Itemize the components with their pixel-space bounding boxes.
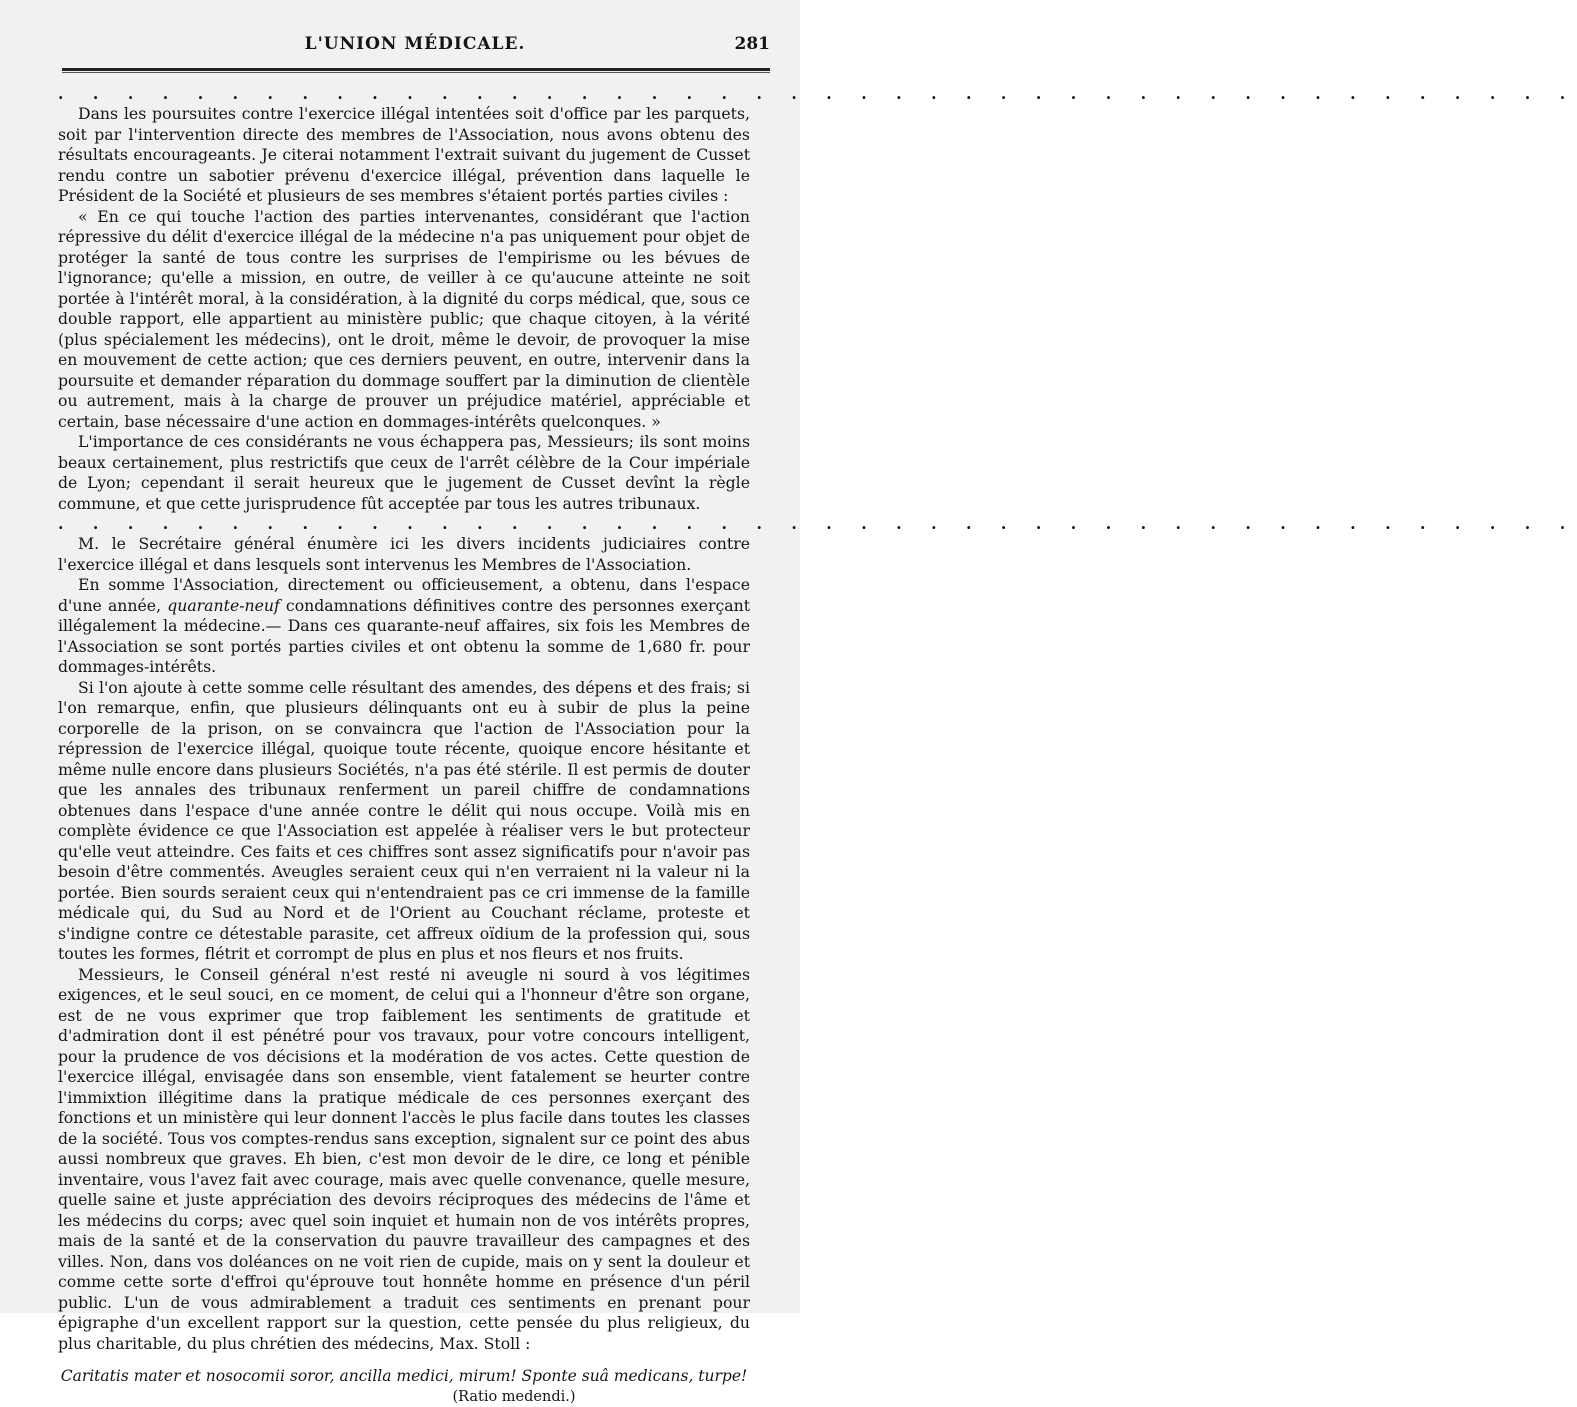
- page-header: [60, 34, 770, 64]
- paragraph-fines: Si l'on ajoute à cette somme celle résultant des amendes, des dépens et des frais; si l'on remarque, enfin, que plusieurs délinquants ont eu à subir de plus la peine corporelle de la prison, on se convaincra que l'action de l'Association pour la répression de l'exercice illégal, quoique toute récente, quoique encore hésitante et même nulle encore dans plusieurs Sociétés, n'a pas été stérile. Il est permis de douter que les annales des tribunaux renferment un pareil chiffre de condamnations obtenues dans l'espace d'une année contre le délit qui nous occupe. Voilà mis en complète évidence ce que l'Association est appelée à réaliser vers le but protecteur qu'elle veut atteindre. Ces faits et ces chiffres sont assez significatifs pour n'avoir pas besoin d'être commentés. Aveugles seraient ceux qui n'en verraient ni la valeur ni la portée. Bien sourds seraient ceux qui n'entendraient pas ce cri immense de la famille médicale qui, du Sud au Nord et de l'Orient au Couchant réclame, proteste et s'indigne contre ce détestable parasite, cet affreux oïdium de la profession qui, sous toutes les formes, flétrit et corrompt de plus en plus et nos fleurs et nos fruits.: [58, 678, 750, 965]
- latin-epigraph: Caritatis mater et nosocomii soror, ancilla medici, mirum! Sponte suâ medicans, turpe!: [58, 1366, 750, 1387]
- condemnations-text-start: En somme l'Association, directement ou officieusement, a obtenu, dans l'espace d'une année,: [58, 575, 750, 615]
- header-rule: [62, 68, 770, 73]
- paragraph-council: Messieurs, le Conseil général n'est resté ni aveugle ni sourd à vos légitimes exigences, et le seul souci, en ce moment, de celui qui a l'honneur d'être son organe, est de ne vous exprimer que trop faiblement les sentiments de gratitude et d'admiration dont il est pénétré pour vos travaux, pour votre concours intelligent, pour la prudence de vos décisions et la modération de vos actes. Cette question de l'exercice illégal, envisagée dans son ensemble, vient fatalement se heurter contre l'immixtion illégitime dans la pratique médicale de ces personnes exerçant des fonctions et un ministère qui leur donnent l'accès le plus facile dans toutes les classes de la société. Tous vos comptes-rendus sans exception, signalent sur ce point des abus aussi nombreux que graves. Eh bien, c'est mon devoir de le dire, ce long et pénible inventaire, vous l'avez fait avec courage, mais avec quelle convenance, quelle mesure, quelle saine et juste appréciation des devoirs réciproques des médecins de l'âme et les médecins du corps; avec quel soin inquiet et humain non de vos intérêts propres, mais de la santé et de la conservation du pauvre travailleur des campagnes et des villes. Non, dans vos doléances on ne voit rien de cupide, mais on y sent la douleur et comme cette sorte d'effroi qu'éprouve tout honnête homme en présence d'un péril public. L'un de vous admirablement a traduit ces sentiments en prenant pour épigraphe d'un excellent rapport sur la question, cette pensée du plus religieux, du plus charitable, du plus chrétien des médecins, Max. Stoll :: [58, 965, 750, 1355]
- paragraph-secretary-note: M. le Secrétaire général énumère ici les divers incidents judiciaires contre l'exercice illégal et dans lesquels sont intervenus les Membres de l'Association.: [58, 534, 750, 575]
- paragraph-judgment-quote: « En ce qui touche l'action des parties intervenantes, considérant que l'action répressive du délit d'exercice illégal de la médecine n'a pas uniquement pour objet de protéger la santé de tous contre les surprises de l'empirisme ou les bévues de l'ignorance; qu'elle a mission, en outre, de veiller à ce qu'aucune atteinte ne soit portée à l'intérêt moral, à la considération, à la dignité du corps médical, que, sous ce double rapport, elle appartient au ministère public; que chaque citoyen, à la vérité (plus spécialement les médecins), ont le droit, même le devoir, de provoquer la mise en mouvement de cette action; que ces derniers peuvent, en outre, intervenir dans la poursuite et demander réparation du dommage souffert par la diminution de clientèle ou autrement, mais à la charge de prouver un préjudice matériel, appréciable et certain, base nécessaire d'une action en dommages-intérêts quelconques. »: [58, 207, 750, 433]
- condemnations-text-end: condamnations définitives contre des personnes exerçant illégalement la médecine.— Dans ces quarante-neuf affaires, six fois les Membres de l'Association se sont portés parties civiles et ont obtenu la somme de 1,680 fr. pour dommages-intérêts.: [58, 596, 750, 677]
- article-body: [58, 84, 750, 1407]
- ellipsis-row-top: . . . . . . . . . . . . . . . . . . . . . . . . . . . . . . . . . . . . . . . . . . . .: [58, 84, 750, 104]
- page-number: 281: [735, 34, 771, 54]
- epigraph-source: (Ratio medendi.): [58, 1387, 750, 1407]
- ellipsis-row-middle: . . . . . . . . . . . . . . . . . . . . . . . . . . . . . . . . . . . . . . . . . . . .: [58, 514, 750, 534]
- condemnations-count: quarante-neuf: [167, 596, 280, 615]
- paragraph-prosecutions: Dans les poursuites contre l'exercice illégal intentées soit d'office par les parquets, soit par l'intervention directe des membres de l'Association, nous avons obtenu des résultats encourageants. Je citerai notamment l'extrait suivant du jugement de Cusset rendu contre un sabotier prévenu d'exercice illégal, prévention dans laquelle le Président de la Société et plusieurs de ses membres s'étaient portés parties civiles :: [58, 104, 750, 207]
- journal-title: L'UNION MÉDICALE.: [60, 34, 770, 54]
- paragraph-condemnations: [58, 575, 750, 678]
- paragraph-considerants: L'importance de ces considérants ne vous échappera pas, Messieurs; ils sont moins beaux certainement, plus restrictifs que ceux de l'arrêt célèbre de la Cour impériale de Lyon; cependant il serait heureux que le jugement de Cusset devînt la règle commune, et que cette jurisprudence fût acceptée par tous les autres tribunaux.: [58, 432, 750, 514]
- document-page: [0, 0, 800, 1313]
